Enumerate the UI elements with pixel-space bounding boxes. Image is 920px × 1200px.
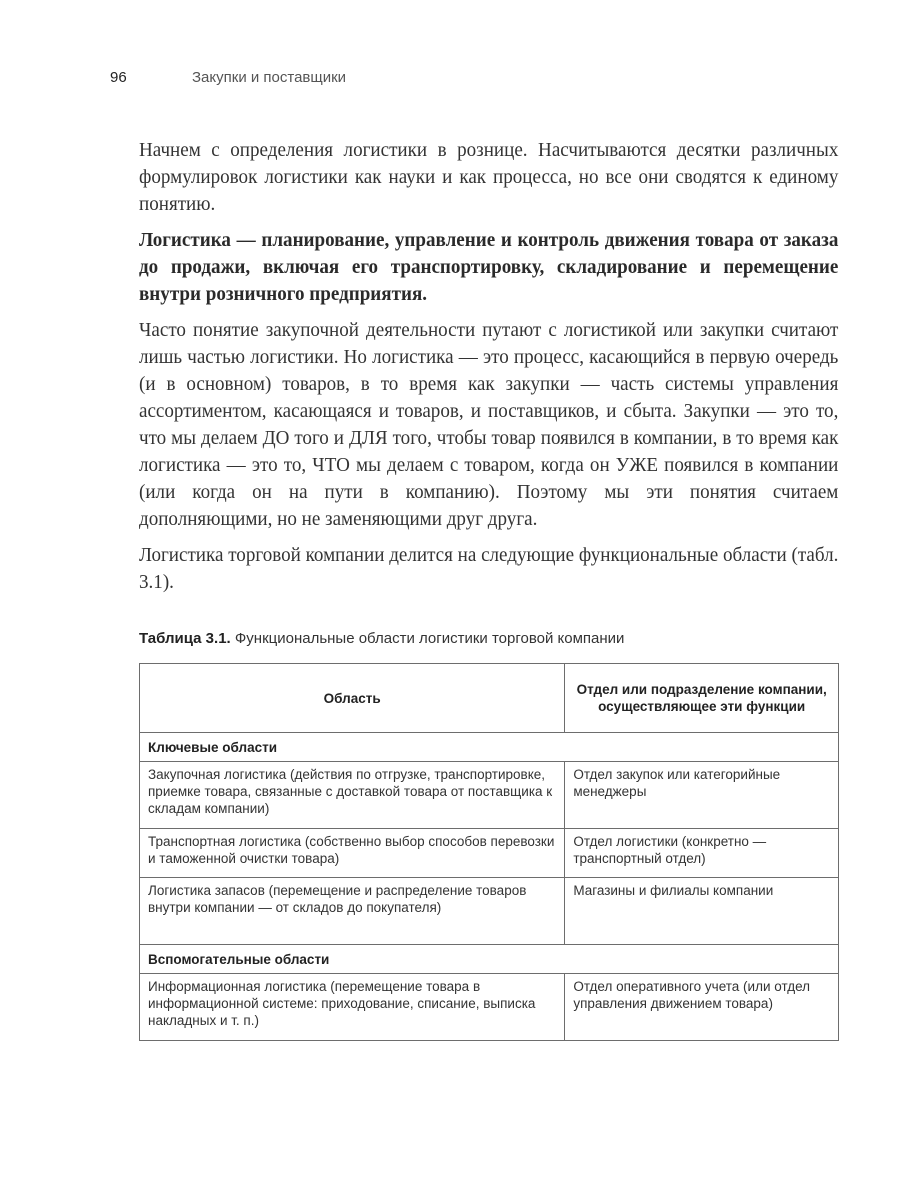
header-area: Область [140,664,565,733]
area-cell: Информационная логистика (перемещение товара в информационной системе: приходование, списание, выписка накладных и т. п.) [140,974,565,1041]
department-cell: Отдел оперативного учета (или отдел управления движением товара) [565,974,839,1041]
table-caption-label: Таблица 3.1. [139,630,231,647]
table-row [140,829,839,878]
table-row [140,878,839,945]
section-row-key [140,733,839,762]
chapter-title: Закупки и поставщики [192,69,347,86]
area-cell: Логистика запасов (перемещение и распределение товаров внутри компании — от складов до покупателя) [140,878,565,945]
page-number: 96 [110,69,127,86]
paragraph-intro: Начнем с определения логистики в рознице. Насчитываются десятки различных формулировок логистики как науки и как процесса, но все они сводятся к единому понятию. [139,139,839,215]
table-header-row [140,664,839,733]
section-title: Ключевые области [140,733,839,762]
department-cell: Отдел логистики (конкретно — транспортный отдел) [565,829,839,878]
area-cell: Транспортная логистика (собственно выбор способов перевозки и таможенной очистки товара) [140,829,565,878]
paragraph-table-intro: Логистика торговой компании делится на следующие функциональные области (табл. 3.1). [139,544,839,593]
section-title: Вспомогательные области [140,945,839,974]
paragraph-definition: Логистика — планирование, управление и контроль движения товара от заказа до продажи, включая его транспортировку, складирование и перемещение внутри розничного предприятия. [139,229,839,305]
logistics-areas-table [139,663,839,1041]
section-row-auxiliary [140,945,839,974]
table-row [140,762,839,829]
table-caption-text: Функциональные области логистики торговой компании [230,630,625,647]
area-cell: Закупочная логистика (действия по отгрузке, транспортировке, приемке товара, связанные с доставкой товара от поставщика к складам компании) [140,762,565,829]
table-caption [139,630,624,647]
header-department: Отдел или подразделение компании, осуществляющее эти функции [565,664,839,733]
body-text [139,137,839,605]
paragraph-comparison: Часто понятие закупочной деятельности путают с логистикой или закупки считают лишь частью логистики. Но логистика — это процесс, касающийся в первую очередь (и в основном) товаров, в то время как закупки — часть системы управления ассортиментом, касающаяся и товаров, и поставщиков, и сбыта. Закупки — это то, что мы делаем ДО того и ДЛЯ того, чтобы товар появился в компании, в то время как логистика — это то, ЧТО мы делаем с товаром, когда он УЖЕ появился в компании (или когда он на пути в компанию). Поэтому мы эти понятия считаем дополняющими, но не заменяющими друг друга. [139,319,839,530]
department-cell: Отдел закупок или категорийные менеджеры [565,762,839,829]
table-row [140,974,839,1041]
department-cell: Магазины и филиалы компании [565,878,839,945]
